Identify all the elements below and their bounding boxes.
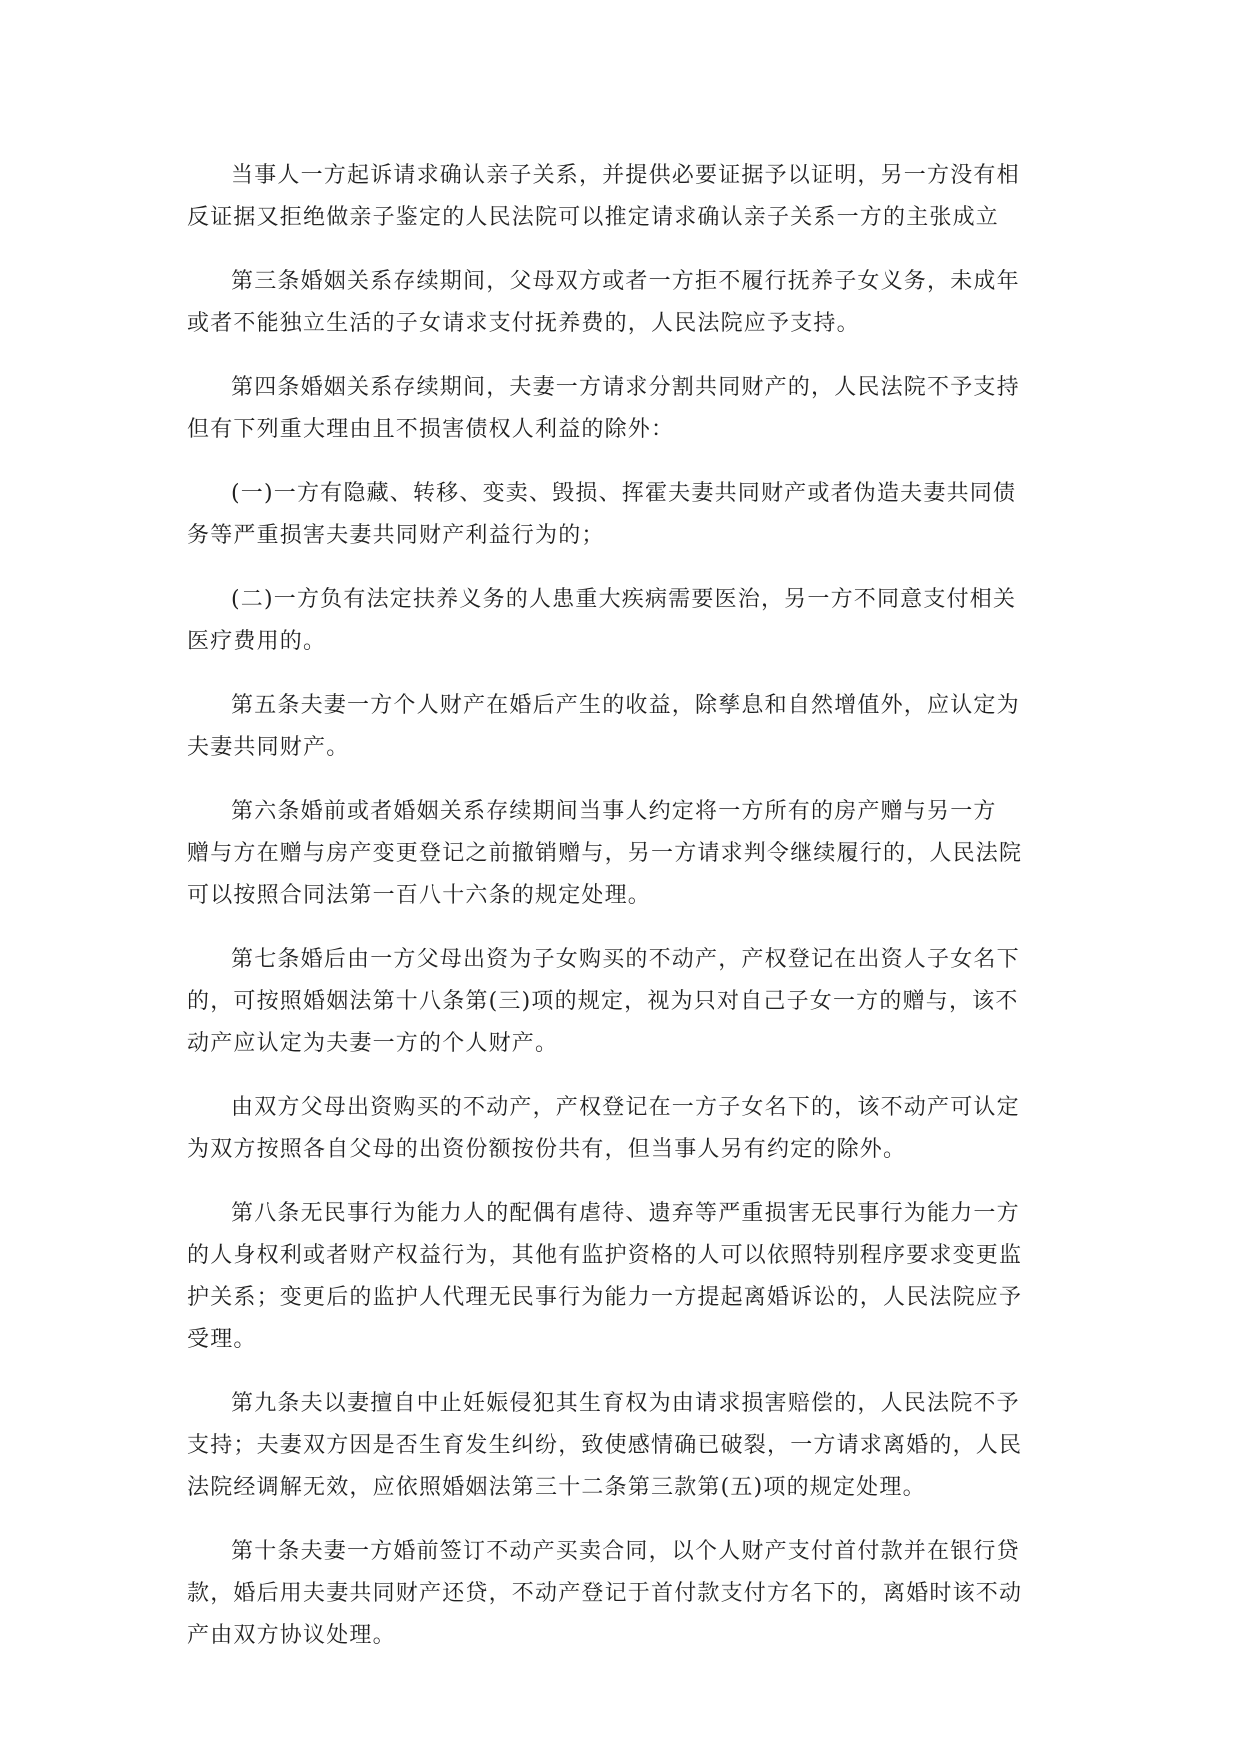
paragraph bbox=[187, 939, 1055, 1065]
paragraph-line: 第三条婚姻关系存续期间，父母双方或者一方拒不履行抚养子女义务，未成年 bbox=[231, 269, 1020, 294]
paragraph-line: 第九条夫以妻擅自中止妊娠侵犯其生育权为由请求损害赔偿的，人民法院不予 bbox=[231, 1391, 1020, 1416]
paragraph-line: 第八条无民事行为能力人的配偶有虐待、遗弃等严重损害无民事行为能力一方 bbox=[231, 1201, 1020, 1226]
paragraph-line: 的，可按照婚姻法第十八条第(三)项的规定，视为只对自己子女一方的赠与，该不 bbox=[187, 989, 1019, 1014]
paragraph bbox=[187, 685, 1055, 769]
paragraph-line: 第十条夫妻一方婚前签订不动产买卖合同，以个人财产支付首付款并在银行贷 bbox=[231, 1539, 1020, 1564]
paragraph-line: 反证据又拒绝做亲子鉴定的人民法院可以推定请求确认亲子关系一方的主张成立 bbox=[187, 205, 1000, 230]
paragraph bbox=[187, 1531, 1055, 1657]
paragraph-line: 护关系；变更后的监护人代理无民事行为能力一方提起离婚诉讼的，人民法院应予 bbox=[187, 1285, 1023, 1310]
paragraph-line: 款，婚后用夫妻共同财产还贷，不动产登记于首付款支付方名下的，离婚时该不动 bbox=[187, 1581, 1023, 1606]
paragraph-line: 动产应认定为夫妻一方的个人财产。 bbox=[187, 1031, 559, 1056]
paragraph-line: 支持；夫妻双方因是否生育发生纠纷，致使感情确已破裂，一方请求离婚的，人民 bbox=[187, 1433, 1023, 1458]
paragraph-line: (二)一方负有法定扶养义务的人患重大疾病需要医治，另一方不同意支付相关 bbox=[231, 587, 1017, 612]
paragraph bbox=[187, 367, 1055, 451]
paragraph-line: 法院经调解无效，应依照婚姻法第三十二条第三款第(五)项的规定处理。 bbox=[187, 1475, 926, 1500]
paragraph-line: 可以按照合同法第一百八十六条的规定处理。 bbox=[187, 883, 652, 908]
paragraph-line: 夫妻共同财产。 bbox=[187, 735, 350, 760]
paragraph-line: 为双方按照各自父母的出资份额按份共有，但当事人另有约定的除外。 bbox=[187, 1137, 907, 1162]
paragraph bbox=[187, 1087, 1055, 1171]
paragraph bbox=[187, 791, 1055, 917]
paragraph-line: (一)一方有隐藏、转移、变卖、毁损、挥霍夫妻共同财产或者伪造夫妻共同债 bbox=[231, 481, 1017, 506]
paragraph-line: 受理。 bbox=[187, 1327, 257, 1352]
paragraph-line: 由双方父母出资购买的不动产，产权登记在一方子女名下的，该不动产可认定 bbox=[231, 1095, 1020, 1120]
document-body bbox=[187, 155, 1055, 1679]
paragraph bbox=[187, 261, 1055, 345]
paragraph bbox=[187, 473, 1055, 557]
paragraph-line: 但有下列重大理由且不损害债权人利益的除外： bbox=[187, 417, 675, 442]
paragraph-line: 第六条婚前或者婚姻关系存续期间当事人约定将一方所有的房产赠与另一方 bbox=[231, 799, 997, 824]
paragraph-line: 的人身权利或者财产权益行为，其他有监护资格的人可以依照特别程序要求变更监 bbox=[187, 1243, 1023, 1268]
paragraph-line: 医疗费用的。 bbox=[187, 629, 327, 654]
paragraph-line: 第七条婚后由一方父母出资为子女购买的不动产，产权登记在出资人子女名下 bbox=[231, 947, 1020, 972]
paragraph bbox=[187, 1383, 1055, 1509]
paragraph-line: 第四条婚姻关系存续期间，夫妻一方请求分割共同财产的，人民法院不予支持 bbox=[231, 375, 1020, 400]
paragraph-line: 当事人一方起诉请求确认亲子关系，并提供必要证据予以证明，另一方没有相 bbox=[231, 163, 1020, 188]
paragraph-line: 第五条夫妻一方个人财产在婚后产生的收益，除孳息和自然增值外，应认定为 bbox=[231, 693, 1020, 718]
paragraph bbox=[187, 579, 1055, 663]
paragraph-line: 或者不能独立生活的子女请求支付抚养费的，人民法院应予支持。 bbox=[187, 311, 860, 336]
paragraph bbox=[187, 1193, 1055, 1361]
paragraph-line: 务等严重损害夫妻共同财产利益行为的； bbox=[187, 523, 605, 548]
paragraph-line: 赠与方在赠与房产变更登记之前撤销赠与，另一方请求判令继续履行的，人民法院 bbox=[187, 841, 1023, 866]
paragraph bbox=[187, 155, 1055, 239]
paragraph-line: 产由双方协议处理。 bbox=[187, 1623, 396, 1648]
